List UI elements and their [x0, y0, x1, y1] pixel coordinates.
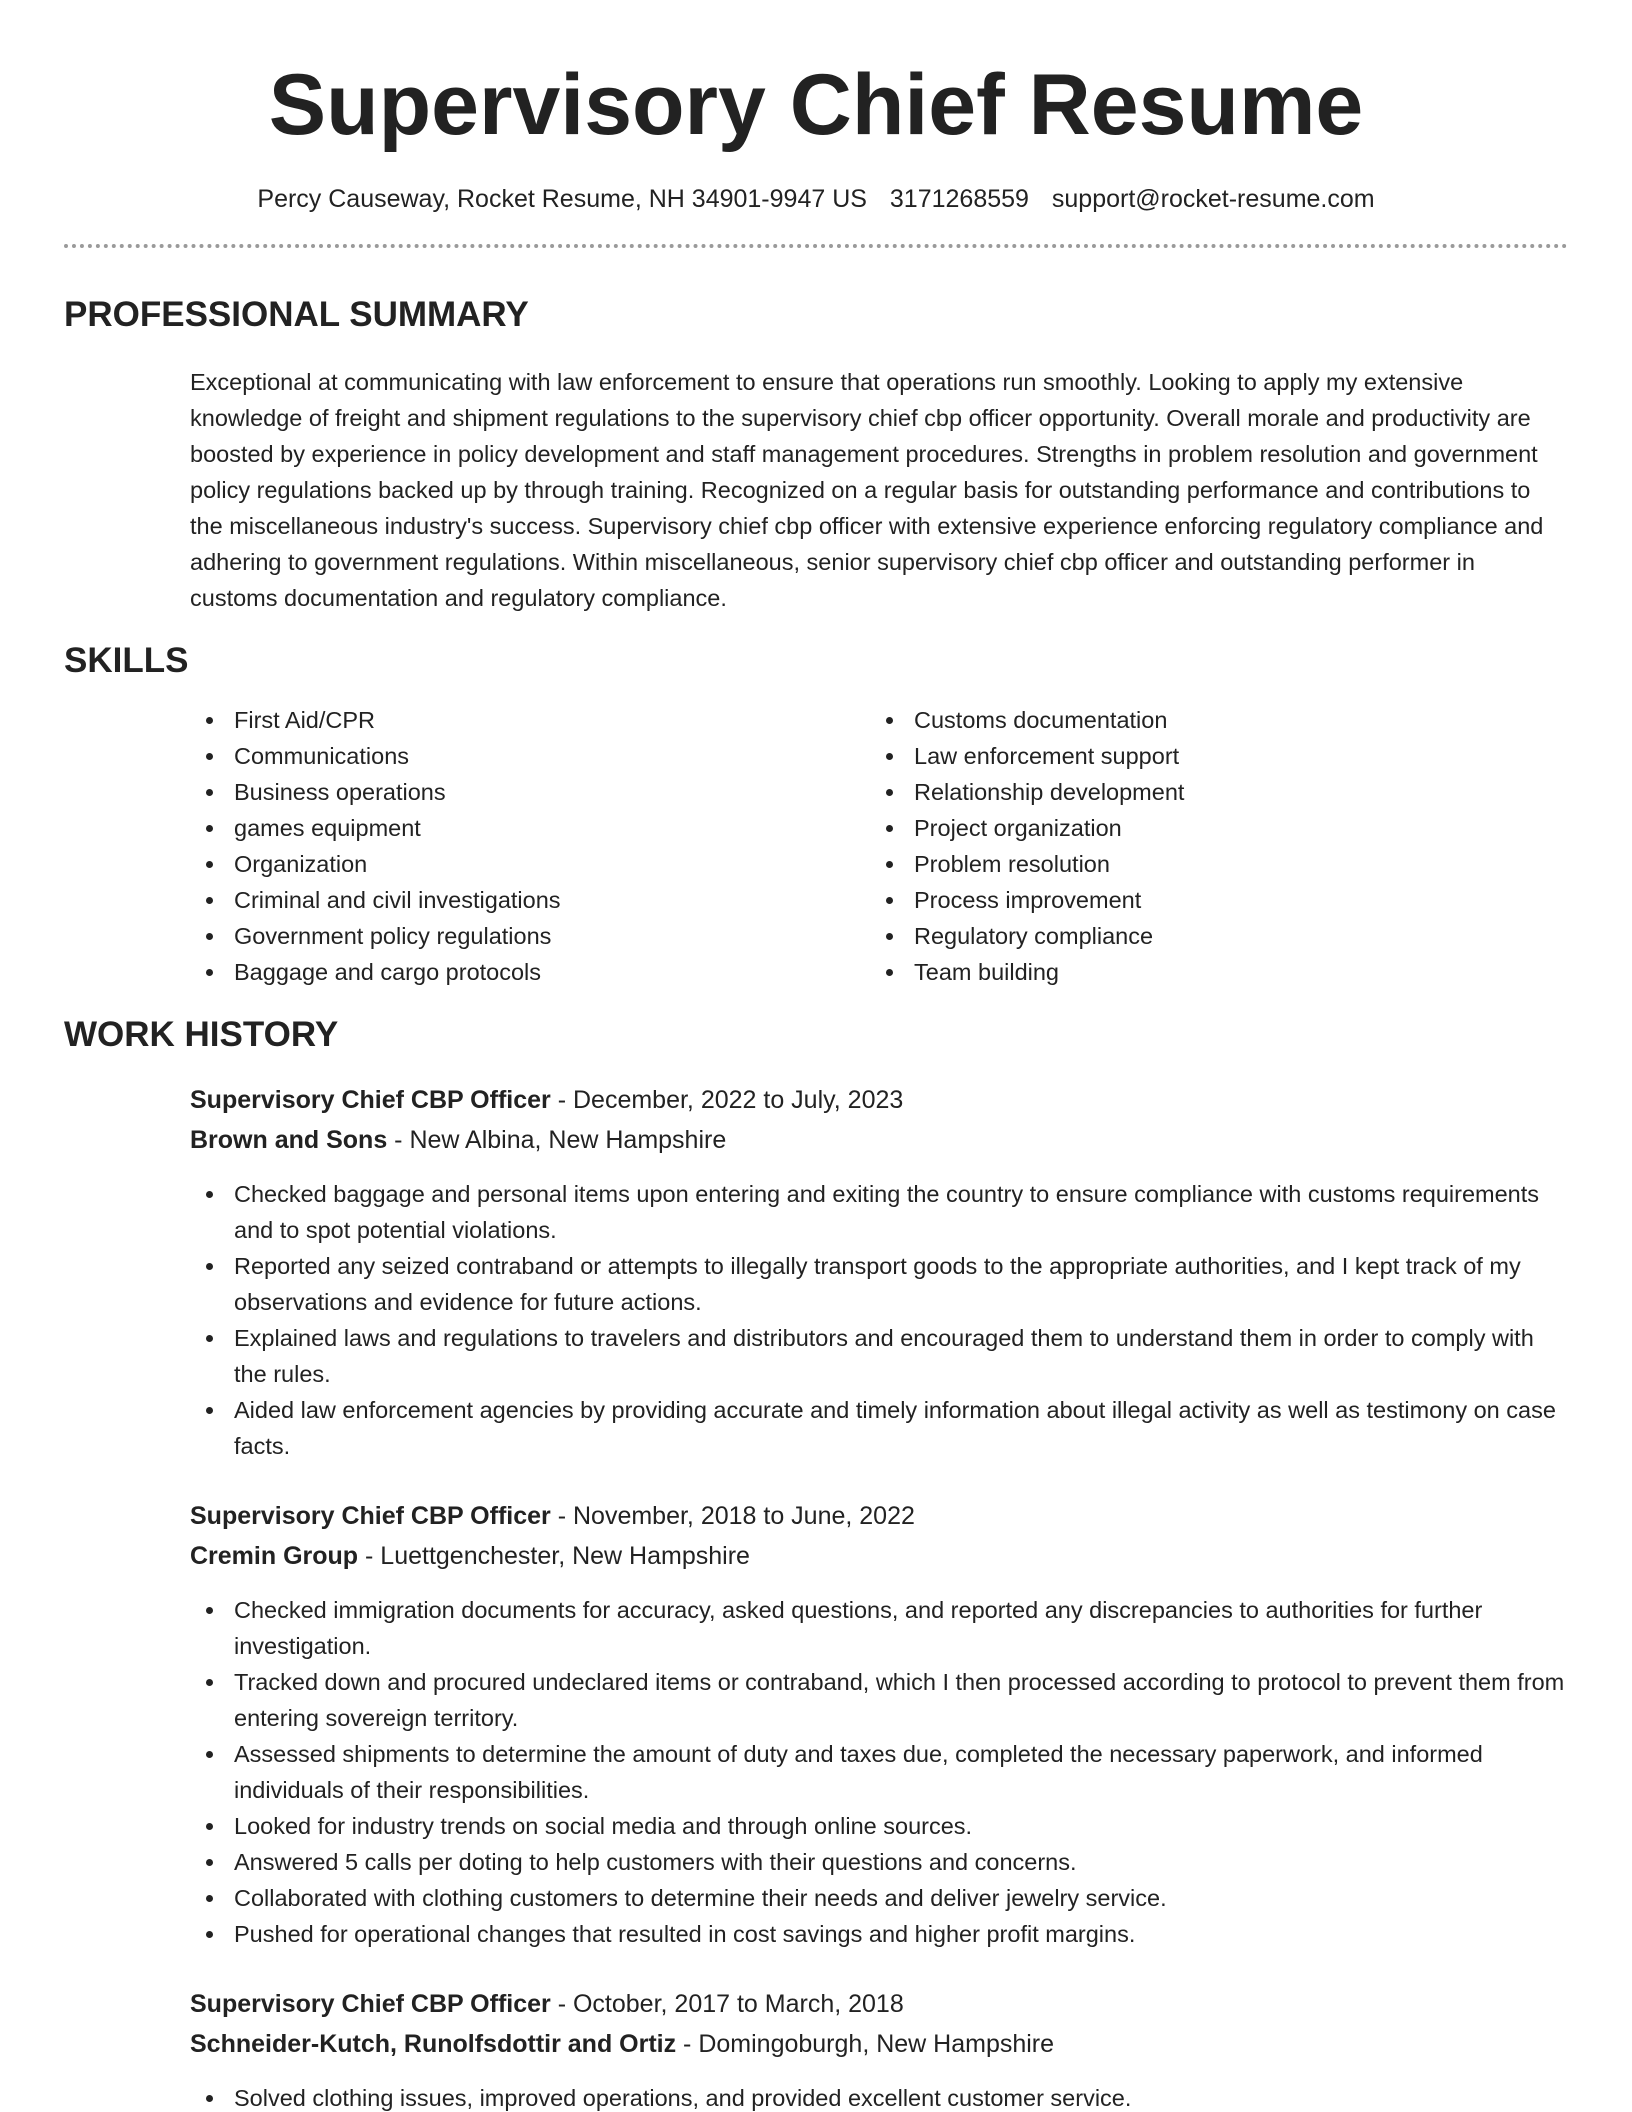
job-bullets: [190, 1592, 1568, 1952]
job-bullet: Tracked down and procured undeclared items or contraband, which I then processed according to protocol to prevent them from entering sovereign territory.: [190, 1664, 1568, 1736]
job-dates: - November, 2018 to June, 2022: [550, 1502, 915, 1530]
job-dates: - December, 2022 to July, 2023: [550, 1086, 904, 1114]
skill-item: games equipment: [190, 810, 870, 846]
job-bullet: Assessed shipments to determine the amount of duty and taxes due, completed the necessary paperwork, and informed individuals of their responsibilities.: [190, 1736, 1568, 1808]
job-title: Supervisory Chief CBP Officer: [190, 1086, 551, 1114]
job-bullet: Pushed for operational changes that resulted in cost savings and higher profit margins.: [190, 1916, 1568, 1952]
job-title: Supervisory Chief CBP Officer: [190, 1990, 551, 2018]
job-title-line: [190, 1984, 1568, 2024]
skill-item: Organization: [190, 846, 870, 882]
header-divider: [64, 244, 1568, 248]
job-bullets: [190, 1176, 1568, 1464]
job-title: Supervisory Chief CBP Officer: [190, 1502, 551, 1530]
summary-heading: PROFESSIONAL SUMMARY: [64, 295, 529, 334]
job-bullet: Collaborated with clothing customers to determine their needs and deliver jewelry service.: [190, 1880, 1568, 1916]
contact-line: [64, 184, 1568, 214]
skills-grid: [190, 702, 1568, 990]
skill-item: Communications: [190, 738, 870, 774]
skills-column-right: [870, 702, 1550, 990]
job-bullet: Solved clothing issues, improved operations, and provided excellent customer service.: [190, 2080, 1568, 2112]
skill-item: Business operations: [190, 774, 870, 810]
work-history-heading: WORK HISTORY: [64, 1015, 339, 1054]
skill-item: Process improvement: [870, 882, 1550, 918]
skills-column-left: [190, 702, 870, 990]
skill-item: Problem resolution: [870, 846, 1550, 882]
job-entry: [190, 1984, 1568, 2112]
job-company: Cremin Group: [190, 1542, 359, 1570]
job-bullet: Reported any seized contraband or attempts to illegally transport goods to the appropriate authorities, and I kept track of my observations and evidence for future actions.: [190, 1248, 1568, 1320]
skill-item: Customs documentation: [870, 702, 1550, 738]
job-company: Brown and Sons: [190, 1126, 388, 1154]
skill-item: Criminal and civil investigations: [190, 882, 870, 918]
skill-item: Project organization: [870, 810, 1550, 846]
job-location: - Luettgenchester, New Hampshire: [358, 1542, 750, 1570]
job-company-line: [190, 1120, 1568, 1160]
job-title-line: [190, 1496, 1568, 1536]
skills-heading: SKILLS: [64, 641, 189, 680]
skill-item: Team building: [870, 954, 1550, 990]
job-bullets: [190, 2080, 1568, 2112]
skill-item: Law enforcement support: [870, 738, 1550, 774]
skill-item: Baggage and cargo protocols: [190, 954, 870, 990]
job-location: - New Albina, New Hampshire: [387, 1126, 727, 1154]
skill-item: Government policy regulations: [190, 918, 870, 954]
skill-item: Regulatory compliance: [870, 918, 1550, 954]
skill-item: Relationship development: [870, 774, 1550, 810]
job-bullet: Answered 5 calls per doting to help customers with their questions and concerns.: [190, 1844, 1568, 1880]
contact-address: Percy Causeway, Rocket Resume, NH 34901-9947 US: [257, 185, 867, 213]
job-bullet: Checked immigration documents for accuracy, asked questions, and reported any discrepancies to authorities for further investigation.: [190, 1592, 1568, 1664]
job-entry: [190, 1080, 1568, 1464]
job-bullet: Explained laws and regulations to travelers and distributors and encouraged them to understand them in order to comply with the rules.: [190, 1320, 1568, 1392]
job-entry: [190, 1496, 1568, 1952]
job-bullet: Looked for industry trends on social media and through online sources.: [190, 1808, 1568, 1844]
job-bullet: Aided law enforcement agencies by providing accurate and timely information about illegal activity as well as testimony on case facts.: [190, 1392, 1568, 1464]
job-company-line: [190, 2024, 1568, 2064]
job-location: - Domingoburgh, New Hampshire: [676, 2030, 1055, 2058]
contact-phone: 3171268559: [889, 185, 1029, 213]
job-company-line: [190, 1536, 1568, 1576]
resume-page: [64, 0, 1568, 2112]
job-company: Schneider-Kutch, Runolfsdottir and Ortiz: [190, 2030, 677, 2058]
resume-title: Supervisory Chief Resume: [268, 57, 1364, 153]
job-bullet: Checked baggage and personal items upon entering and exiting the country to ensure compliance with customs requirements and to spot potential violations.: [190, 1176, 1568, 1248]
contact-email: support@rocket-resume.com: [1051, 185, 1375, 213]
job-dates: - October, 2017 to March, 2018: [550, 1990, 904, 2018]
skill-item: First Aid/CPR: [190, 702, 870, 738]
job-title-line: [190, 1080, 1568, 1120]
summary-text: Exceptional at communicating with law enforcement to ensure that operations run smoothly. Looking to apply my extensive knowledge of freight and shipment regulations to the supervisory chief cbp officer opportunity. Overall morale and productivity are boosted by experience in policy development and staff management procedures. Strengths in problem resolution and government policy regulations backed up by through training. Recognized on a regular basis for outstanding performance and contributions to the miscellaneous industry's success. Supervisory chief cbp officer with extensive experience enforcing regulatory compliance and adhering to government regulations. Within miscellaneous, senior supervisory chief cbp officer and outstanding performer in customs documentation and regulatory compliance.: [190, 369, 1544, 611]
